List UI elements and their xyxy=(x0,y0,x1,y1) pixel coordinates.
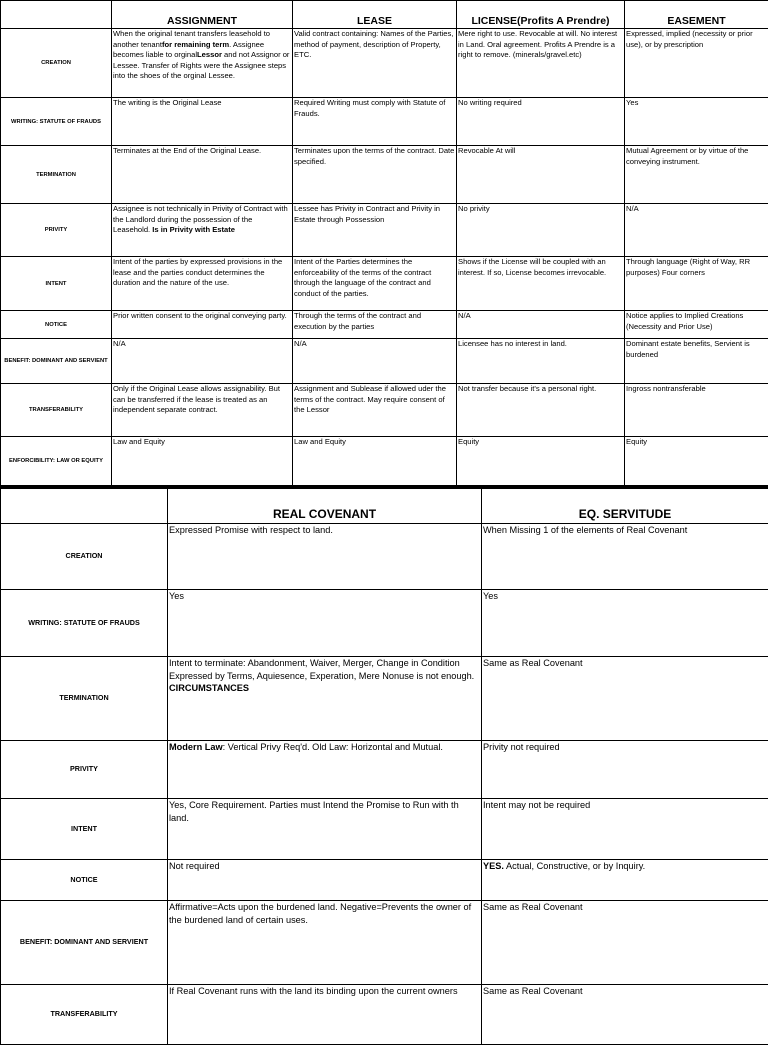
cell-license-intent xyxy=(457,257,625,311)
cell-text: . Assignee becomes liable to orginal xyxy=(113,40,264,60)
cell-text: Valid contract containing: Names of the Parties, method of payment, description of Property, ETC. xyxy=(294,29,453,59)
header-real-covenant: REAL COVENANT xyxy=(168,489,482,524)
cell-license-transferability xyxy=(457,384,625,437)
cell-text: Expressed, implied (necessity or prior use), or by prescription xyxy=(626,29,753,49)
table1-header-row xyxy=(1,1,768,29)
cell-assignment-termination xyxy=(112,146,293,204)
cell-text: Assignee is not technically in Privity of Contract with the Landlord during the possession of the Leasehold. xyxy=(113,204,288,234)
comparison-table-2 xyxy=(0,488,768,1045)
cell-eq-servitude-privity xyxy=(482,741,768,799)
cell-text: Through the terms of the contract and execution by the parties xyxy=(294,311,421,331)
cell-eq-servitude-writing xyxy=(482,590,768,657)
table2-row-writing xyxy=(1,590,768,657)
cell-text: No privity xyxy=(458,204,490,213)
cell-text: Same as Real Covenant xyxy=(483,658,583,668)
cell-text: Same as Real Covenant xyxy=(483,902,583,912)
cell-assignment-enforcibility xyxy=(112,437,293,486)
row-label-transferability: TRANSFERABILITY xyxy=(1,985,168,1045)
row-label-termination: TERMINATION xyxy=(1,146,112,204)
cell-assignment-writing xyxy=(112,98,293,146)
cell-assignment-intent xyxy=(112,257,293,311)
cell-text-bold: Modern Law xyxy=(169,742,223,752)
cell-easement-transferability xyxy=(625,384,768,437)
row-label-notice: NOTICE xyxy=(1,860,168,901)
cell-text: If Real Covenant runs with the land its binding upon the current owners xyxy=(169,986,458,996)
header-license: LICENSE(Profits A Prendre) xyxy=(457,1,625,29)
cell-text: Yes xyxy=(169,591,184,601)
cell-real-covenant-creation xyxy=(168,524,482,590)
cell-text: Yes, Core Requirement. Parties must Intend the Promise to Run with th land. xyxy=(169,800,459,823)
cell-easement-intent xyxy=(625,257,768,311)
cell-license-termination xyxy=(457,146,625,204)
cell-text: Only if the Original Lease allows assignability. But can be transferred if the lease is treated as an independent separate contract. xyxy=(113,384,280,414)
cell-easement-termination xyxy=(625,146,768,204)
cell-text: Law and Equity xyxy=(294,437,346,446)
table2-row-termination xyxy=(1,657,768,741)
cell-assignment-transferability xyxy=(112,384,293,437)
cell-text: Actual, Constructive, or by Inquiry. xyxy=(504,861,645,871)
table1-row-writing xyxy=(1,98,768,146)
header-easement: EASEMENT xyxy=(625,1,768,29)
table2-row-notice xyxy=(1,860,768,901)
cell-real-covenant-transferability xyxy=(168,985,482,1045)
row-label-benefit: BENEFIT: DOMINANT AND SERVIENT xyxy=(1,901,168,985)
cell-text: Mere right to use. Revocable at will. No interest in Land. Oral agreement. Profits A Prendre is a right to remove. (minerals/gravel.etc) xyxy=(458,29,617,59)
cell-text: Terminates upon the terms of the contract. Date specified. xyxy=(294,146,454,166)
cell-lease-intent xyxy=(293,257,457,311)
cell-text: Mutual Agreement or by virtue of the conveying instrument. xyxy=(626,146,748,166)
cell-text: When Missing 1 of the elements of Real Covenant xyxy=(483,525,687,535)
cell-text: Yes xyxy=(626,98,638,107)
comparison-table-1 xyxy=(0,0,768,486)
cell-text: Shows if the License will be coupled with an interest. If so, License becomes irrevocable. xyxy=(458,257,606,277)
cell-lease-notice xyxy=(293,311,457,339)
cell-text: Affirmative=Acts upon the burdened land. Negative=Prevents the owner of the burdened land of certain uses. xyxy=(169,902,471,925)
row-label-privity: PRIVITY xyxy=(1,741,168,799)
row-label-creation: CREATION xyxy=(1,524,168,590)
row-label-termination: TERMINATION xyxy=(1,657,168,741)
table2-corner-cell xyxy=(1,489,168,524)
cell-real-covenant-writing xyxy=(168,590,482,657)
cell-text: Intent to terminate: Abandonment, Waiver, Merger, Change in Condition Expressed by Terms, Aquiesence, Experation, Mere Nonuse is not enough. xyxy=(169,658,474,681)
cell-text: N/A xyxy=(458,311,471,320)
cell-text: No writing required xyxy=(458,98,522,107)
cell-text: N/A xyxy=(294,339,307,348)
cell-assignment-notice xyxy=(112,311,293,339)
cell-text: Intent may not be required xyxy=(483,800,590,810)
cell-license-notice xyxy=(457,311,625,339)
cell-text: N/A xyxy=(113,339,126,348)
table2-row-intent xyxy=(1,799,768,860)
table1-row-termination xyxy=(1,146,768,204)
cell-text: N/A xyxy=(626,204,639,213)
table1-row-enforcibility xyxy=(1,437,768,486)
cell-text: Revocable At will xyxy=(458,146,515,155)
cell-text: Same as Real Covenant xyxy=(483,986,583,996)
cell-text: Not transfer because it's a personal right. xyxy=(458,384,596,393)
cell-eq-servitude-notice xyxy=(482,860,768,901)
header-lease: LEASE xyxy=(293,1,457,29)
cell-text-bold: YES. xyxy=(483,861,504,871)
cell-eq-servitude-intent xyxy=(482,799,768,860)
cell-text: Prior written consent to the original conveying party. xyxy=(113,311,287,320)
cell-assignment-privity xyxy=(112,204,293,257)
header-assignment: ASSIGNMENT xyxy=(112,1,293,29)
cell-text: Expressed Promise with respect to land. xyxy=(169,525,333,535)
table1-corner-cell xyxy=(1,1,112,29)
cell-easement-enforcibility xyxy=(625,437,768,486)
row-label-creation: CREATION xyxy=(1,29,112,98)
cell-easement-privity xyxy=(625,204,768,257)
cell-text: Required Writing must comply with Statute of Frauds. xyxy=(294,98,445,118)
cell-lease-benefit xyxy=(293,339,457,384)
cell-assignment-benefit xyxy=(112,339,293,384)
cell-lease-privity xyxy=(293,204,457,257)
cell-text: Privity not required xyxy=(483,742,560,752)
cell-text-bold: CIRCUMSTANCES xyxy=(169,683,249,693)
row-label-privity: PRIVITY xyxy=(1,204,112,257)
table2-header-row xyxy=(1,489,768,524)
cell-assignment-creation xyxy=(112,29,293,98)
cell-text: Equity xyxy=(458,437,479,446)
cell-eq-servitude-termination xyxy=(482,657,768,741)
cell-license-benefit xyxy=(457,339,625,384)
table1-row-transferability xyxy=(1,384,768,437)
cell-text: Law and Equity xyxy=(113,437,165,446)
cell-text: Dominant estate benefits, Servient is burdened xyxy=(626,339,750,359)
cell-text: Lessee has Privity in Contract and Privity in Estate through Possession xyxy=(294,204,440,224)
cell-real-covenant-benefit xyxy=(168,901,482,985)
cell-lease-enforcibility xyxy=(293,437,457,486)
cell-text: Through language (Right of Way, RR purposes) Four corners xyxy=(626,257,750,277)
cell-license-writing xyxy=(457,98,625,146)
cell-easement-notice xyxy=(625,311,768,339)
cell-text: Notice applies to Implied Creations (Necessity and Prior Use) xyxy=(626,311,743,331)
cell-text: Intent of the Parties determines the enforceability of the terms of the contract through the language of the contract and conduct of the parties. xyxy=(294,257,431,298)
cell-license-privity xyxy=(457,204,625,257)
header-eq-servitude: EQ. SERVITUDE xyxy=(482,489,768,524)
cell-lease-termination xyxy=(293,146,457,204)
cell-easement-creation xyxy=(625,29,768,98)
cell-eq-servitude-creation xyxy=(482,524,768,590)
cell-text: Terminates at the End of the Original Lease. xyxy=(113,146,261,155)
table1-row-benefit xyxy=(1,339,768,384)
table1-row-privity xyxy=(1,204,768,257)
row-label-notice: NOTICE xyxy=(1,311,112,339)
cell-text: Yes xyxy=(483,591,498,601)
cell-real-covenant-notice xyxy=(168,860,482,901)
cell-text-bold: for remaining term xyxy=(162,40,229,49)
table2-row-creation xyxy=(1,524,768,590)
row-label-benefit: BENEFIT: DOMINANT AND SERVIENT xyxy=(1,339,112,384)
cell-license-creation xyxy=(457,29,625,98)
cell-lease-creation xyxy=(293,29,457,98)
table2-row-benefit xyxy=(1,901,768,985)
table2-row-transferability xyxy=(1,985,768,1045)
row-label-enforcibility: ENFORCIBILITY: LAW OR EQUITY xyxy=(1,437,112,486)
row-label-writing: WRITING: STATUTE OF FRAUDS xyxy=(1,98,112,146)
cell-text: and not Assignor or Lessee. Transfer of Rights were the Assignee steps into the shoes of the orginal Lessee. xyxy=(113,50,289,80)
cell-text: Ingross nontransferable xyxy=(626,384,706,393)
row-label-writing: WRITING: STATUTE OF FRAUDS xyxy=(1,590,168,657)
cell-text: Assignment and Sublease if allowed uder the terms of the contract. May require consent of the Lessor xyxy=(294,384,446,414)
cell-easement-writing xyxy=(625,98,768,146)
row-label-transferability: TRANSFERABILITY xyxy=(1,384,112,437)
row-label-intent: INTENT xyxy=(1,257,112,311)
cell-easement-benefit xyxy=(625,339,768,384)
cell-eq-servitude-transferability xyxy=(482,985,768,1045)
cell-text-bold: Is in Privity with Estate xyxy=(152,225,235,234)
cell-text: Not required xyxy=(169,861,220,871)
table1-row-creation xyxy=(1,29,768,98)
cell-license-enforcibility xyxy=(457,437,625,486)
table2-row-privity xyxy=(1,741,768,799)
cell-real-covenant-privity xyxy=(168,741,482,799)
table1-row-notice xyxy=(1,311,768,339)
cell-text: Licensee has no interest in land. xyxy=(458,339,567,348)
cell-lease-transferability xyxy=(293,384,457,437)
cell-text: : Vertical Privy Req'd. Old Law: Horizontal and Mutual. xyxy=(223,742,443,752)
cell-text: The writing is the Original Lease xyxy=(113,98,221,107)
cell-lease-writing xyxy=(293,98,457,146)
row-label-intent: INTENT xyxy=(1,799,168,860)
cell-text: Intent of the parties by expressed provisions in the lease and the parties conduct determines the duration and the nature of the use. xyxy=(113,257,282,287)
cell-text: Equity xyxy=(626,437,647,446)
cell-text-bold: Lessor xyxy=(197,50,222,59)
cell-real-covenant-termination xyxy=(168,657,482,741)
cell-real-covenant-intent xyxy=(168,799,482,860)
table1-row-intent xyxy=(1,257,768,311)
cell-text: When the original tenant transfers leasehold to another tenant xyxy=(113,29,270,49)
cell-eq-servitude-benefit xyxy=(482,901,768,985)
